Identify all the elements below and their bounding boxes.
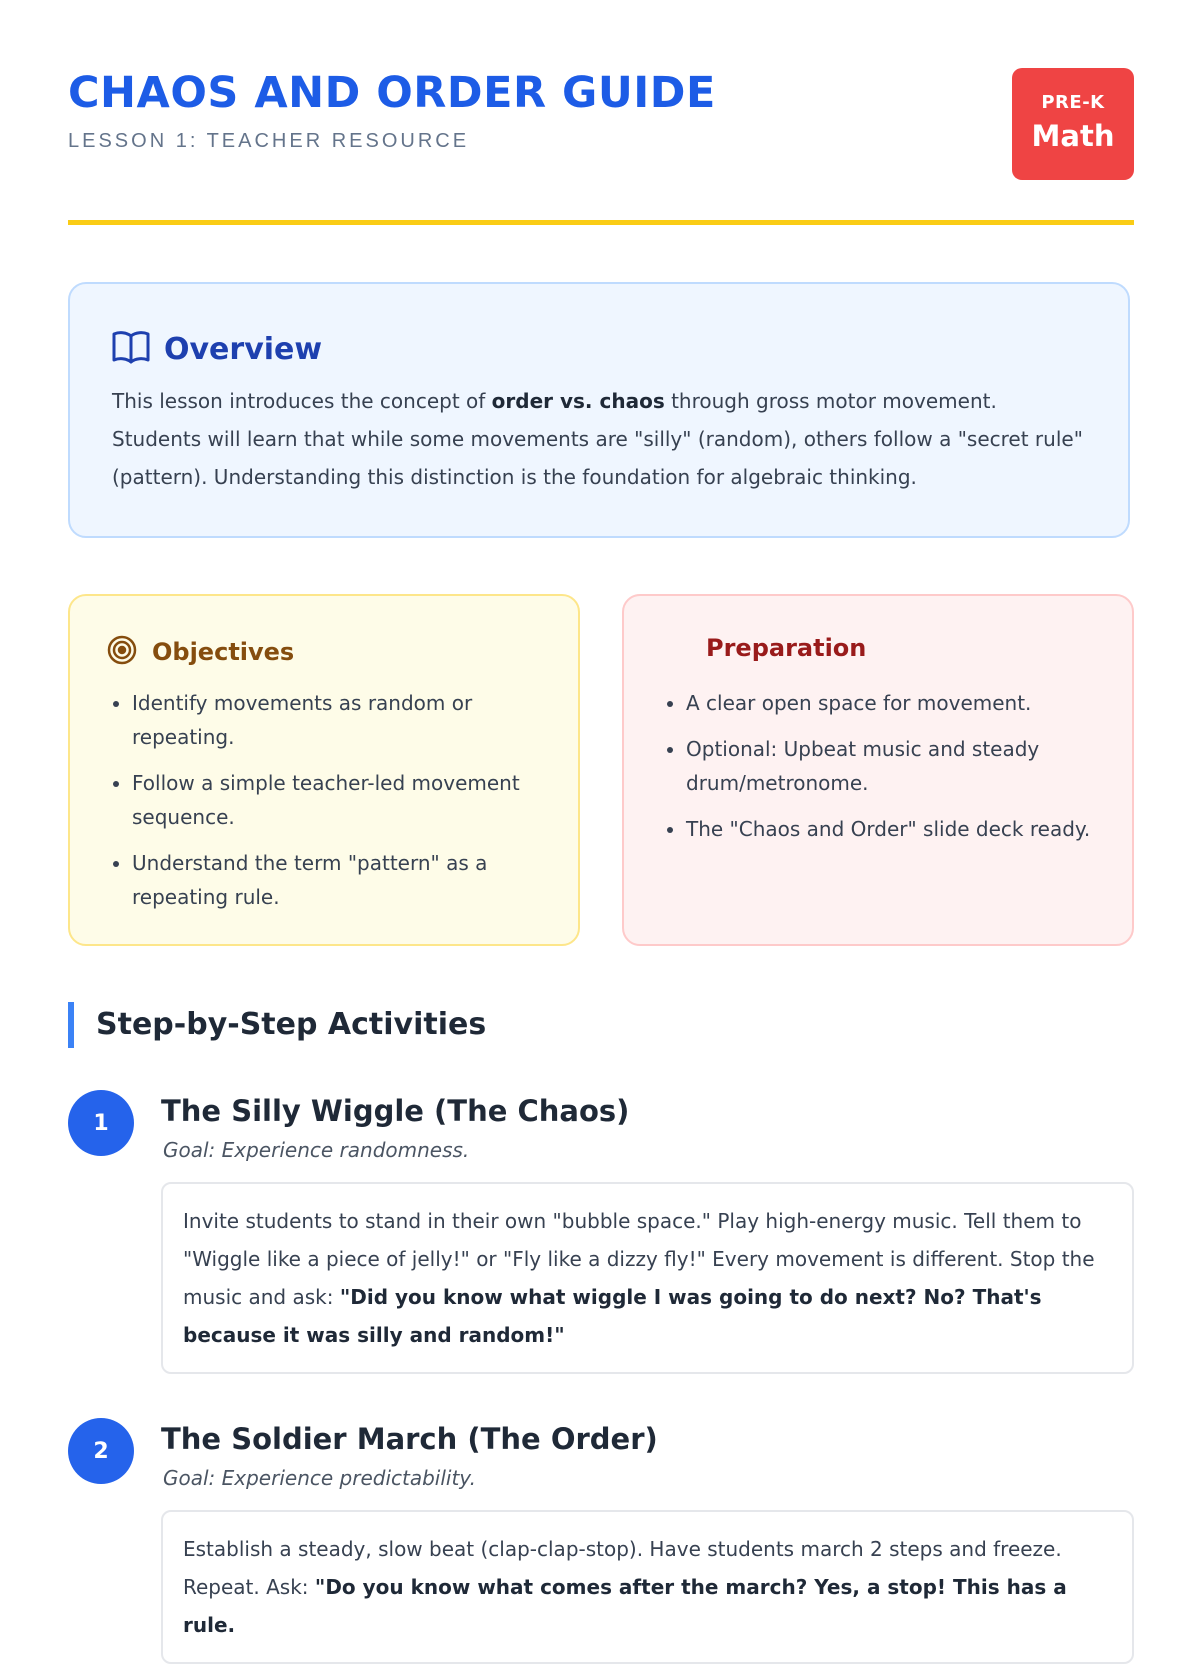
step-title: The Silly Wiggle (The Chaos) <box>161 1094 630 1128</box>
page-subtitle: LESSON 1: TEACHER RESOURCE <box>68 130 470 152</box>
overview-title: Overview <box>164 331 323 367</box>
list-item: • Follow a simple teacher-led movement sequence. <box>132 766 572 834</box>
step-text-bold: "Did you know what wiggle I was going to do next? No? That's because it was silly and random!" <box>183 1285 1042 1347</box>
step-description <box>161 1182 1134 1374</box>
preparation-list <box>654 686 1126 858</box>
overview-text-part: through gross motor movement. Students will learn that while some movements are "silly" (random), others follow a "secret rule" (pattern). Understanding this distinction is the foundation for algebraic thinking. <box>112 389 1083 489</box>
step-number-badge: 2 <box>68 1418 134 1484</box>
list-item: • The "Chaos and Order" slide deck ready. <box>686 812 1126 846</box>
overview-text <box>112 382 1092 496</box>
objectives-header <box>106 634 294 670</box>
overview-header <box>112 330 322 368</box>
grade-label: PRE-K <box>1041 92 1105 113</box>
objectives-list <box>100 686 572 926</box>
step-text: Establish a steady, slow beat (clap-clap-stop). Have students march 2 steps and freeze. Repeat. Ask: <box>183 1537 1062 1599</box>
objectives-title: Objectives <box>152 638 295 666</box>
activities-heading: Step-by-Step Activities <box>68 1002 486 1048</box>
objectives-card <box>68 594 580 946</box>
overview-card <box>68 282 1130 538</box>
header <box>68 60 1134 200</box>
activity-step <box>68 1090 1134 1380</box>
step-text-bold: "Do you know what comes after the march? Yes, a stop! This has a rule. <box>183 1575 1067 1637</box>
list-item: • Identify movements as random or repeating. <box>132 686 572 754</box>
list-item: • Optional: Upbeat music and steady drum/metronome. <box>686 732 1126 800</box>
step-goal: Goal: Experience randomness. <box>163 1138 470 1162</box>
grade-subject-badge <box>1012 68 1134 180</box>
preparation-header <box>660 634 866 662</box>
preparation-card <box>622 594 1134 946</box>
subject-label: Math <box>1031 119 1115 153</box>
header-divider <box>68 220 1134 225</box>
page-title: CHAOS AND ORDER GUIDE <box>68 68 716 118</box>
activity-step <box>68 1418 1134 1637</box>
step-title: The Soldier March (The Order) <box>161 1422 658 1456</box>
step-number-badge: 1 <box>68 1090 134 1156</box>
step-goal: Goal: Experience predictability. <box>163 1466 476 1490</box>
step-text: Invite students to stand in their own "bubble space." Play high-energy music. Tell them to "Wiggle like a piece of jelly!" or "Fly like a dizzy fly!" Every movement is different. Stop the music and ask: <box>183 1209 1095 1309</box>
open-book-icon <box>112 330 150 368</box>
target-icon <box>106 634 138 670</box>
overview-text-part: This lesson introduces the concept of <box>112 389 492 413</box>
list-item: • A clear open space for movement. <box>686 686 1126 720</box>
overview-text-bold: order vs. chaos <box>491 389 665 413</box>
preparation-title: Preparation <box>706 634 867 662</box>
step-description <box>161 1510 1134 1664</box>
list-item: • Understand the term "pattern" as a repeating rule. <box>132 846 572 914</box>
